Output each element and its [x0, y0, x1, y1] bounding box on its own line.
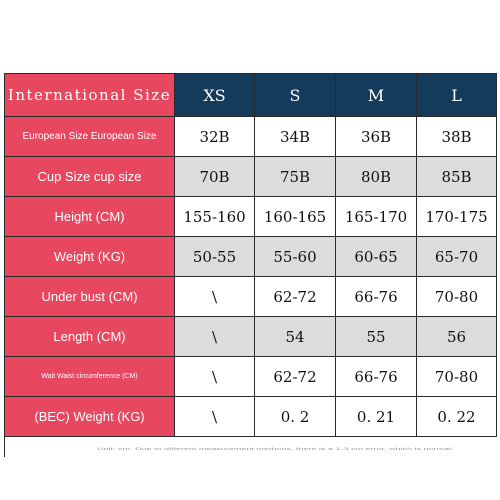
- table-cell: \: [175, 357, 255, 397]
- table-cell: 0. 22: [417, 397, 497, 437]
- size-s-header: S: [255, 74, 336, 117]
- row-label-weight: Weight (KG): [5, 237, 175, 277]
- table-cell: 32B: [175, 117, 255, 157]
- row-label-under-bust: Under bust (CM): [5, 277, 175, 317]
- table-cell: 55: [336, 317, 417, 357]
- row-label-bec-weight: (BEC) Weight (KG): [5, 397, 175, 437]
- table-cell: 75B: [255, 157, 336, 197]
- table-cell: 70-80: [417, 357, 497, 397]
- table-row: [5, 117, 497, 157]
- table-cell: 62-72: [255, 357, 336, 397]
- table-row: [5, 237, 497, 277]
- footnote-text: Unit: cm. Due to different measurement methods, there is a 1-3 cm error, which is normal.: [97, 447, 454, 451]
- table-cell: 54: [255, 317, 336, 357]
- table-cell: 56: [417, 317, 497, 357]
- table-cell: 170-175: [417, 197, 497, 237]
- header-label: International Size: [5, 74, 175, 117]
- table-cell: \: [175, 317, 255, 357]
- table-cell: 36B: [336, 117, 417, 157]
- table-cell: 38B: [417, 117, 497, 157]
- table-cell: 165-170: [336, 197, 417, 237]
- table-cell: 65-70: [417, 237, 497, 277]
- table-cell: \: [175, 277, 255, 317]
- table-row: [5, 397, 497, 437]
- table-row: [5, 317, 497, 357]
- table-cell: 0. 2: [255, 397, 336, 437]
- table-cell: 70B: [175, 157, 255, 197]
- row-label-european-size: European Size European Size: [5, 117, 175, 157]
- table-row: [5, 157, 497, 197]
- header-row: [5, 74, 497, 117]
- table-cell: 70-80: [417, 277, 497, 317]
- row-label-waist: Wait Waist circumference (CM): [5, 357, 175, 397]
- row-label-length: Length (CM): [5, 317, 175, 357]
- table-cell: 160-165: [255, 197, 336, 237]
- table-cell: 60-65: [336, 237, 417, 277]
- size-xs-header: XS: [175, 74, 255, 117]
- table-cell: 55-60: [255, 237, 336, 277]
- table-row: [5, 357, 497, 397]
- footnote: [4, 437, 497, 457]
- size-table: [4, 73, 497, 437]
- row-label-cup-size: Cup Size cup size: [5, 157, 175, 197]
- size-l-header: L: [417, 74, 497, 117]
- table-cell: 66-76: [336, 357, 417, 397]
- size-m-header: M: [336, 74, 417, 117]
- table-row: [5, 277, 497, 317]
- row-label-height: Height (CM): [5, 197, 175, 237]
- table-cell: \: [175, 397, 255, 437]
- table-cell: 66-76: [336, 277, 417, 317]
- table-cell: 0. 21: [336, 397, 417, 437]
- table-cell: 62-72: [255, 277, 336, 317]
- table-cell: 80B: [336, 157, 417, 197]
- table-cell: 34B: [255, 117, 336, 157]
- table-row: [5, 197, 497, 237]
- table-cell: 85B: [417, 157, 497, 197]
- table-cell: 50-55: [175, 237, 255, 277]
- table-cell: 155-160: [175, 197, 255, 237]
